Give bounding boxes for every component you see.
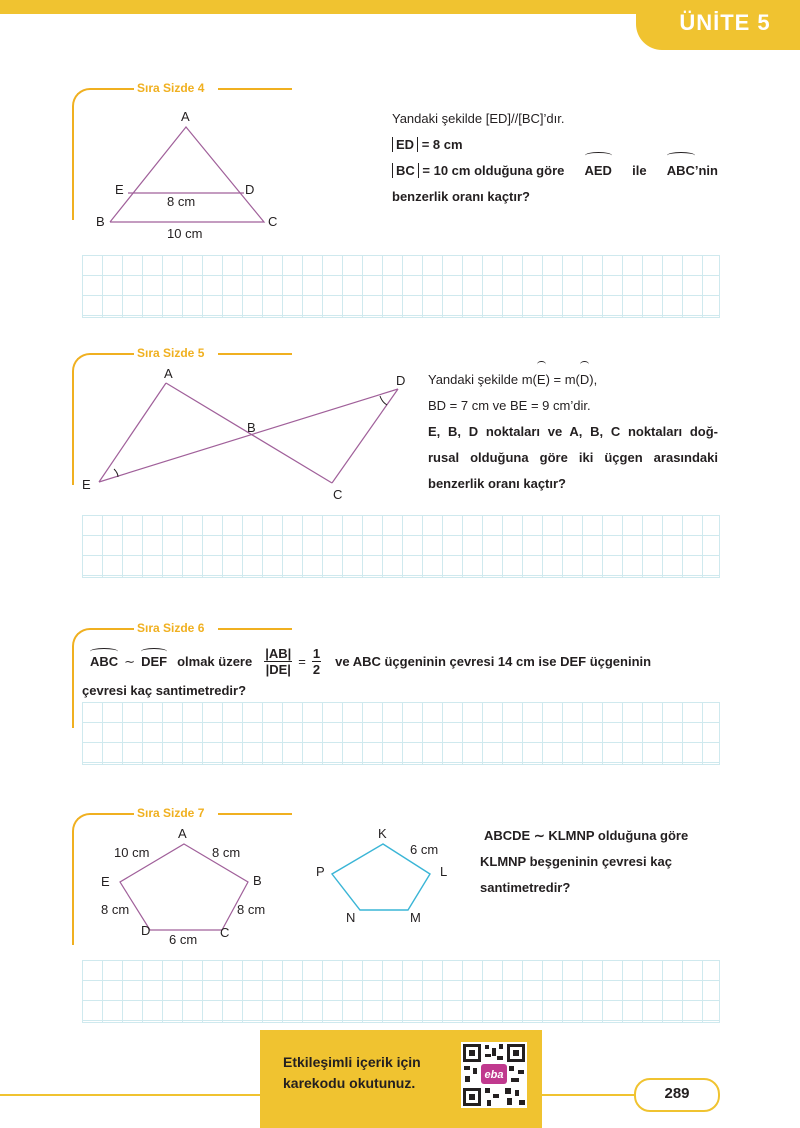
s5-line-5: benzerlik oranı kaçtır? [428,476,566,491]
page-number: 289 [664,1085,690,1102]
section-5-title: Sıra Sizde 5 [137,346,205,360]
s4-line-3: BC = 10 cm olduğuna göre AED ile ABC’nin [392,158,718,184]
unit-label: ÜNİTE 5 [679,10,771,35]
vertex-e-label: E [82,477,91,492]
vertex-c-label: C [333,487,343,502]
length-ab-label: 8 cm [212,845,241,860]
s5-line-2: BD = 7 cm ve BE = 9 cm’dir. [428,398,591,413]
segment-ea [99,383,166,482]
top-accent-bar [0,0,650,14]
angle-abc: ABC [667,158,695,184]
qr-code-icon[interactable] [461,1042,527,1108]
length-kl-label: 6 cm [410,842,439,857]
s5-line-4: rusal olduğuna göre iki üçgen arasındaki [428,450,718,465]
s7-line-2: KLMNP beşgeninin çevresi kaç [480,854,672,869]
answer-grid-5[interactable] [82,515,720,578]
vertex-e-label: E [101,874,110,889]
vertex-b-label: B [96,214,105,229]
vertex-a-label: A [178,826,187,841]
bowtie-figure-5 [78,365,418,510]
s7-line-3: santimetredir? [480,880,571,895]
section-5-question [428,367,718,497]
s4-line-2: ED = 8 cm [392,132,718,158]
vertex-m-label: M [410,910,421,925]
s5-line-1: Yandaki şekilde m(E) = m(D), [428,367,718,393]
vertex-k-label: K [378,826,387,841]
vertex-c-label: C [220,925,230,940]
answer-grid-7[interactable] [82,960,720,1023]
vertex-p-label: P [316,864,325,879]
vertex-n-label: N [346,910,356,925]
qr-instruction: Etkileşimli içerik için karekodu okutunuz. [283,1054,421,1091]
length-bc-label: 8 cm [237,902,266,917]
vertex-a-label: A [164,366,173,381]
section-5-rule [218,353,292,355]
vertex-d-label: D [396,373,406,388]
section-4-question [392,106,718,210]
section-6-title: Sıra Sizde 6 [137,621,205,635]
vertex-d-label: D [141,923,151,938]
vertex-c-label: C [268,214,278,229]
length-dc-label: 6 cm [169,932,198,947]
length-bc-label: 10 cm [167,226,203,241]
section-7-question [480,823,720,901]
ratio-value: $\frac{1}{2}$ [312,646,321,677]
s4-line-4: benzerlik oranı kaçtır? [392,189,530,204]
vertex-b-label: B [253,873,262,888]
triangle-figure-4 [90,105,290,245]
segment-dc [332,389,398,483]
section-4-title: Sıra Sizde 4 [137,81,205,95]
answer-grid-4[interactable] [82,255,720,318]
s7-line-1: ABCDE ∼ KLMNP olduğuna göre [484,828,689,843]
length-ed-label: 8 cm [101,902,130,917]
vertex-e-label: E [115,182,124,197]
segment-ed [99,389,398,482]
vertex-a-label: A [181,109,190,124]
section-7-title: Sıra Sizde 7 [137,806,205,820]
section-7-rule [218,813,292,815]
angle-def: DEF [141,654,168,669]
section-6-question-line-2: çevresi kaç santimetredir? [82,683,247,698]
svg-text:eba: eba [484,1069,504,1081]
pentagon-klmnp-figure [310,822,460,932]
ratio-ab-de: $\frac{|AB|}{|DE|}$ [265,646,292,677]
pentagon-abcde-figure [90,822,290,952]
s4-line-1: Yandaki şekilde [ED]//[BC]’dır. [392,111,565,126]
vertex-b-label: B [247,420,256,435]
angle-d-mark [380,396,387,405]
section-4-rule [218,88,292,90]
vertex-d-label: D [245,182,255,197]
answer-grid-6[interactable] [82,702,720,765]
angle-aed: AED [585,158,612,184]
angle-abc: ABC [90,654,119,669]
vertex-l-label: L [440,864,448,879]
section-6-question-line-1: ABC ∼ DEF olmak üzere $\frac{|AB|}{|DE|}$ = $\frac{1}{2}$ ve ABC üçgeninin çevresi 14 cm ise DEF üçgeninin [90,646,652,677]
length-ea-label: 10 cm [114,845,150,860]
s5-line-3: E, B, D noktaları ve A, B, C noktaları doğ- [428,424,718,439]
section-6-rule [218,628,292,630]
length-ed-label: 8 cm [167,194,196,209]
